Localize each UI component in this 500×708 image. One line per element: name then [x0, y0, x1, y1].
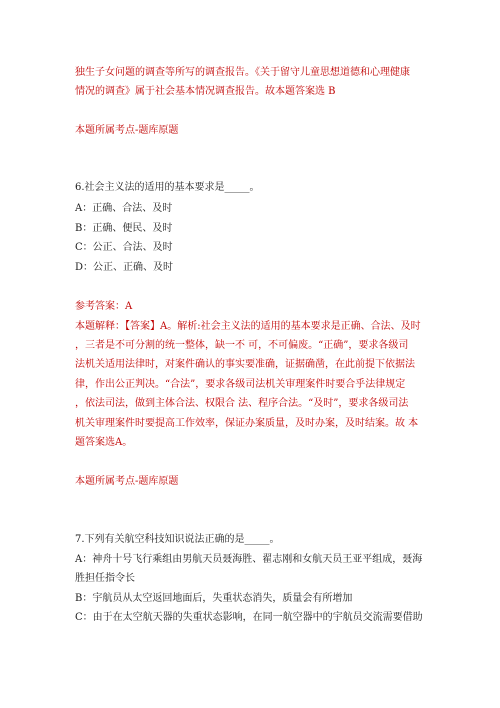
option-c: C：公正、合法、及时 — [75, 242, 173, 253]
source-link[interactable]: 本题所属考点-题库原题 — [75, 125, 179, 136]
option-b: B：正确、便民、及时 — [75, 223, 173, 234]
question-stem: 7.下列有关航空科技知识说法正确的是_____。 — [75, 534, 280, 545]
option-d: D：公正、正确、及时 — [75, 262, 174, 273]
explanation-line: 情况的调查》属于社会基本情况调查报告。故本题答案选 B — [75, 86, 336, 97]
explanation-line: 机关审理案件时要提高工作效率，保证办案质量，及时办案，及时结案。故 本 — [75, 418, 419, 429]
source-link[interactable]: 本题所属考点-题库原题 — [75, 476, 179, 487]
explanation-line: 题答案选A。 — [75, 437, 133, 448]
option-c: C：由于在太空航天器的失重状态影响，在同一航空器中的宇航员交流需要借助 — [75, 612, 423, 623]
reference-answer: 参考答案：A — [75, 301, 133, 312]
question-stem: 6.社会主义法的适用的基本要求是_____。 — [75, 182, 260, 193]
explanation-line: 律，作出公正判决。“合法”，要求各级司法机关审理案件时要合乎法律规定 — [75, 379, 406, 390]
explanation-line: 法机关适用法律时，对案件确认的事实要准确，证据确凿，在此前提下依据法 — [75, 359, 415, 370]
option-a: A：神舟十号飞行乘组由男航天员聂海胜、翟志刚和女航天员王亚平组成，聂海 — [75, 554, 423, 565]
explanation-line: 本题解释：【答案】A。解析:社会主义法的适用的基本要求是正确、合法、及时 — [75, 321, 421, 332]
explanation-line: 独生子女问题的调查等所写的调查报告。《关于留守儿童思想道德和心理健康 — [75, 67, 410, 78]
option-a: A：正确、合法、及时 — [75, 203, 173, 214]
option-b: B：宇航员从太空返回地面后，失重状态消失，质量会有所增加 — [75, 593, 353, 604]
explanation-line: ，依法司法，做到主体合法、权限合 法、程序合法。“及时”，要求各级司法 — [75, 398, 409, 409]
explanation-line: ，三者是不可分割的统一整体，缺一不 可，不可偏废。“正确”，要求各级司 — [75, 340, 409, 351]
option-a-continued: 胜担任指令长 — [75, 573, 135, 584]
